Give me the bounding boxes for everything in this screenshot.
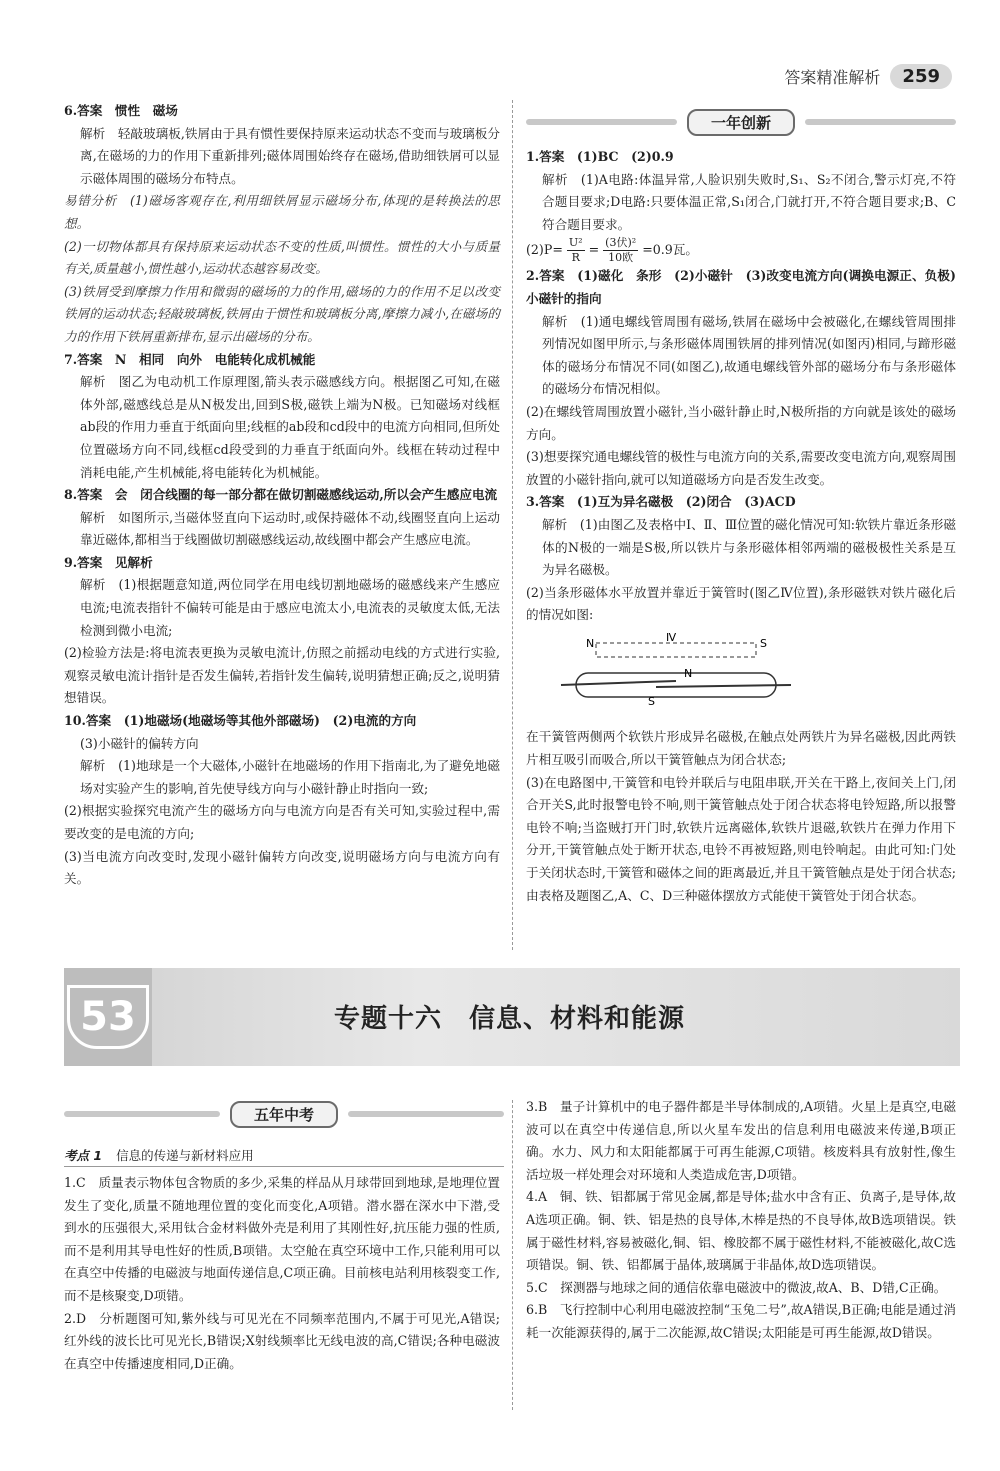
q10-analysis-2: (2)根据实验探究电流产生的磁场方向与电流方向是否有关可知,实验过程中,需要改变的是电流的方向; [64, 803, 500, 841]
ribbon-bar-right-2 [348, 1111, 504, 1117]
bottom-right-column [526, 1096, 956, 1345]
y1-analysis: 解析 (1)A电路:体温异常,人脸识别失败时,S₁、S₂不闭合,警示灯亮,不符合题目要求;D电路:只要体温正常,S₁闭合,门就打开,不符合题目要求;B、C符合题目要求。 [542, 171, 956, 232]
y3-analysis-1: 解析 (1)由图乙及表格中Ⅰ、Ⅱ、Ⅲ位置的磁化情况可知:软铁片靠近条形磁体的N极的一端是S极,所以铁片与条形磁体相邻两端的磁极极性关系是互为异名磁极。 [542, 516, 956, 578]
q10-analysis-1: 解析 (1)地球是一个大磁体,小磁针在地磁场的作用下指南北,为了避免地磁场对实验产生的影响,首先使导线方向与小磁针静止时指向一致; [80, 758, 500, 796]
formula-prefix: (2)P= [526, 242, 563, 258]
q6-error-analysis-2: (2)一切物体都具有保持原来运动状态不变的性质,叫惯性。惯性的大小与质量有关,质量越小,惯性越小,运动状态越容易改变。 [64, 238, 500, 277]
q6-analysis: 解析 轻敲玻璃板,铁屑由于具有惯性要保持原来运动状态不变而与玻璃板分离,在磁场的力的作用下重新排列;磁体周围始终存在磁场,借助细铁屑可以显示磁体周围的磁场分布特点。 [80, 125, 500, 186]
q6-answer: 6.答案 惯性 磁场 [64, 103, 178, 118]
column-divider [512, 100, 513, 950]
q9-answer: 9.答案 见解析 [64, 554, 153, 570]
ribbon-wunian-label: 五年中考 [230, 1101, 338, 1128]
formula-result: =0.9瓦。 [642, 242, 698, 258]
y2-answer: 2.答案 (1)磁化 条形 (2)小磁针 (3)改变电流方向(调换电源正、负极) 小磁针的指向 [526, 268, 969, 306]
reed-switch-svg [556, 633, 856, 713]
fraction-2-den: 10欧 [608, 251, 634, 265]
fraction-2-num: (3伏)² [605, 236, 637, 250]
page-header [784, 64, 952, 89]
y3-answer: 3.答案 (1)互为异名磁极 (2)闭合 (3)ACD [526, 494, 796, 510]
q9-analysis-2: (2)检验方法是:将电流表更换为灵敏电流计,仿照之前摇动电线的方式进行实验,观察灵敏电流计指针是否发生偏转,若指针发生偏转,说明猜想正确;反之,说明猜想错误。 [64, 645, 500, 706]
fraction-1-num: U² [568, 236, 583, 250]
fraction-1-den: R [571, 251, 580, 265]
reed-blade-right [656, 685, 791, 687]
kaodian-text: 信息的传递与新材料应用 [116, 1148, 254, 1163]
q7-answer: 7.答案 N 相同 向外 电能转化成机械能 [64, 351, 316, 367]
y2-analysis-1: 解析 (1)通电螺线管周围有磁场,铁屑在磁场中会被磁化,在螺线管周围排列情况如图甲所示,与条形磁体周围铁屑的排列情况(如图丙)相同,与蹄形磁体的磁场分布情况不同(如图乙),故通电螺线管外部的磁场分布与条形磁体的磁场分布情况相似。 [542, 313, 956, 397]
ribbon-bar-left-2 [64, 1111, 220, 1117]
q8-analysis: 解析 如图所示,当磁体竖直向下运动时,或保持磁体不动,线圈竖直向上运动靠近磁体,都相当于线圈做切割磁感线运动,故线圈中都会产生感应电流。 [80, 509, 500, 548]
left-column [64, 100, 500, 891]
y2-analysis-2: (2)在螺线管周围放置小磁针,当小磁针静止时,N极所指的方向就是该处的磁场方向。 [526, 403, 956, 442]
blade-s-label: S [648, 694, 655, 708]
b6-item: 6.B 飞行控制中心利用电磁波控制“玉兔二号”,故A错误,B正确;电能是通过消耗一次能源获得的,属于二次能源,故C错误;太阳能是可再生能源,故D错误。 [526, 1302, 956, 1340]
bottom-left-column [64, 1172, 500, 1375]
blade-n-label: N [684, 666, 693, 680]
magnet-s-label: S [760, 636, 767, 650]
y1-answer: 1.答案 (1)BC (2)0.9 [526, 149, 674, 164]
q10-answer: 10.答案 (1)地磁场(地磁场等其他外部磁场) (2)电流的方向 [64, 713, 417, 729]
reed-blade-left [561, 681, 676, 685]
ribbon-yinian [526, 112, 956, 132]
formula-equals: = [588, 242, 600, 258]
position-iv-label: Ⅳ [666, 632, 677, 644]
y3-analysis-2: (2)当条形磁体水平放置并靠近于簧管时(图乙Ⅳ位置),条形磁铁对铁片磁化后的情况如图: [526, 584, 956, 623]
ribbon-bar-left [526, 119, 677, 125]
kaodian-label: 考点 1 [64, 1148, 103, 1163]
ribbon-yinian-label: 一年创新 [687, 109, 795, 136]
b5-item: 5.C 探测器与地球之间的通信依靠电磁波中的微波,故A、B、D错,C正确。 [526, 1279, 947, 1295]
q7-analysis: 解析 图乙为电动机工作原理图,箭头表示磁感线方向。根据图乙可知,在磁体外部,磁感线总是从N极发出,回到S极,磁铁上端为N极。已知磁场对线框ab段的作用力垂直于纸面向里;线框的ab段和cd段中的电流方向相同,但所处位置磁场方向不同,线框cd段受到的力垂直于纸面向外。线框在转动过程中消耗电能,产生机械能,将电能转化为机械能。 [80, 374, 500, 480]
topic-band [64, 968, 960, 1066]
fraction-2 [603, 236, 638, 265]
b4-item: 4.A 铜、铁、铝都属于常见金属,都是导体;盐水中含有正、负离子,是导体,故A选项正确。铜、铁、铝是热的良导体,木棒是热的不良导体,故B选项错误。铁属于磁性材料,容易被磁化,铜、铝、橡胶都不属于磁性材料,不能被磁化,故C选项错误。铜、铁、铝都属于晶体,玻璃属于非晶体,故D选项错误。 [526, 1189, 956, 1273]
kaodian-heading [64, 1146, 504, 1167]
b1-item: 1.C 质量表示物体包含物质的多少,采集的样品从月球带回到地球,是地理位置发生了变化,质量不随地理位置的变化而变化,A项错。潜水器在深水中下潜,受到水的压强很大,采用钛合金材料做外壳是利用了其刚性好,抗压能力强的性质,而不是利用其导电性好的性质,B项错。太空舱在真空环境中工作,只能利用可以在真空中传播的电磁波与地面传递信息,C项正确。目前核电站利用核裂变工作,而不是核聚变,D项错。 [64, 1175, 500, 1303]
reed-switch-diagram [556, 633, 956, 721]
q9-analysis: 解析 (1)根据题意知道,两位同学在用电线切割地磁场的磁感线来产生感应电流;电流表指针不偏转可能是由于感应电流太小,电流表的灵敏度太低,无法检测到微小电流; [80, 577, 500, 638]
y3-analysis-3: 在干簧管两侧两个软铁片形成异名磁极,在触点处两铁片为异名磁极,因此两铁片相互吸引而吸合,所以干簧管触点为闭合状态; [526, 729, 956, 768]
logo-53 [64, 968, 152, 1066]
page-number: 259 [890, 64, 952, 89]
ribbon-bar-right [805, 119, 956, 125]
q10-analysis-3: (3)当电流方向改变时,发现小磁针偏转方向改变,说明磁场方向与电流方向有关。 [64, 848, 500, 887]
q8-answer: 8.答案 会 闭合线圈的每一部分都在做切割磁感线运动,所以会产生感应电流 [64, 487, 498, 503]
ribbon-wunian [64, 1104, 504, 1124]
y3-analysis-4: (3)在电路图中,干簧管和电铃并联后与电阻串联,开关在干路上,夜间关上门,闭合开关S,此时报警电铃不响,则干簧管触点处于闭合状态将电铃短路,所以报警电铃不响;当盗贼打开门时,软铁片远离磁体,软铁片退磁,软铁片在弹力作用下分开,干簧管触点处于断开状态,电铃不再被短路,则电铃响起。由此可知:门处于关闭状态时,干簧管和磁体之间的距离最近,并且干簧管触点是处于闭合状态;由表格及题图乙,A、C、D三种磁体摆放方式能使干簧管处于闭合状态。 [526, 774, 956, 903]
q10-answer-2: (3)小磁针的偏转方向 [80, 735, 199, 751]
b2-item: 2.D 分析题图可知,紫外线与可见光在不同频率范围内,不属于可见光,A错误;红外线的波长比可见光长,B错误;X射线频率比无线电波的高,C错误;各种电磁波在真空中传播速度相同,D正确。 [64, 1310, 500, 1371]
fraction-1 [567, 236, 585, 265]
right-column [526, 146, 969, 907]
topic-title: 专题十六 信息、材料和能源 [334, 1004, 686, 1034]
y2-analysis-3: (3)想要探究通电螺线管的极性与电流方向的关系,需要改变电流方向,观察周围放置的小磁针指向,就可以知道磁场方向是否发生改变。 [526, 449, 956, 487]
magnet-n-label: N [586, 636, 595, 650]
y1-formula [526, 236, 956, 265]
column-divider-2 [512, 1100, 513, 1410]
logo-53-text: 53 [67, 985, 149, 1049]
b3-item: 3.B 量子计算机中的电子器件都是半导体制成的,A项错。火星上是真空,电磁波可以在真空中传递信息,所以火星车发出的信息利用电磁波来传递,B项正确。水力、风力和太阳能都属于可再生能源,C项错。核废料具有放射性,像生活垃圾一样处理会对环境和人类造成危害,D项错。 [526, 1099, 956, 1182]
header-title: 答案精准解析 [784, 68, 881, 87]
magnet-outline [596, 643, 756, 657]
q6-error-analysis-3: (3)铁屑受到摩擦力作用和微弱的磁场的力的作用,磁场的力的作用不足以改变铁屑的运动状态;轻敲玻璃板,铁屑由于惯性和玻璃板分离,摩擦力减小,在磁场的力的作用下铁屑重新排布,显示出磁场的分布。 [64, 283, 500, 344]
q6-error-analysis-1: 易错分析 (1)磁场客观存在,利用细铁屑显示磁场分布,体现的是转换法的思想。 [64, 193, 500, 231]
